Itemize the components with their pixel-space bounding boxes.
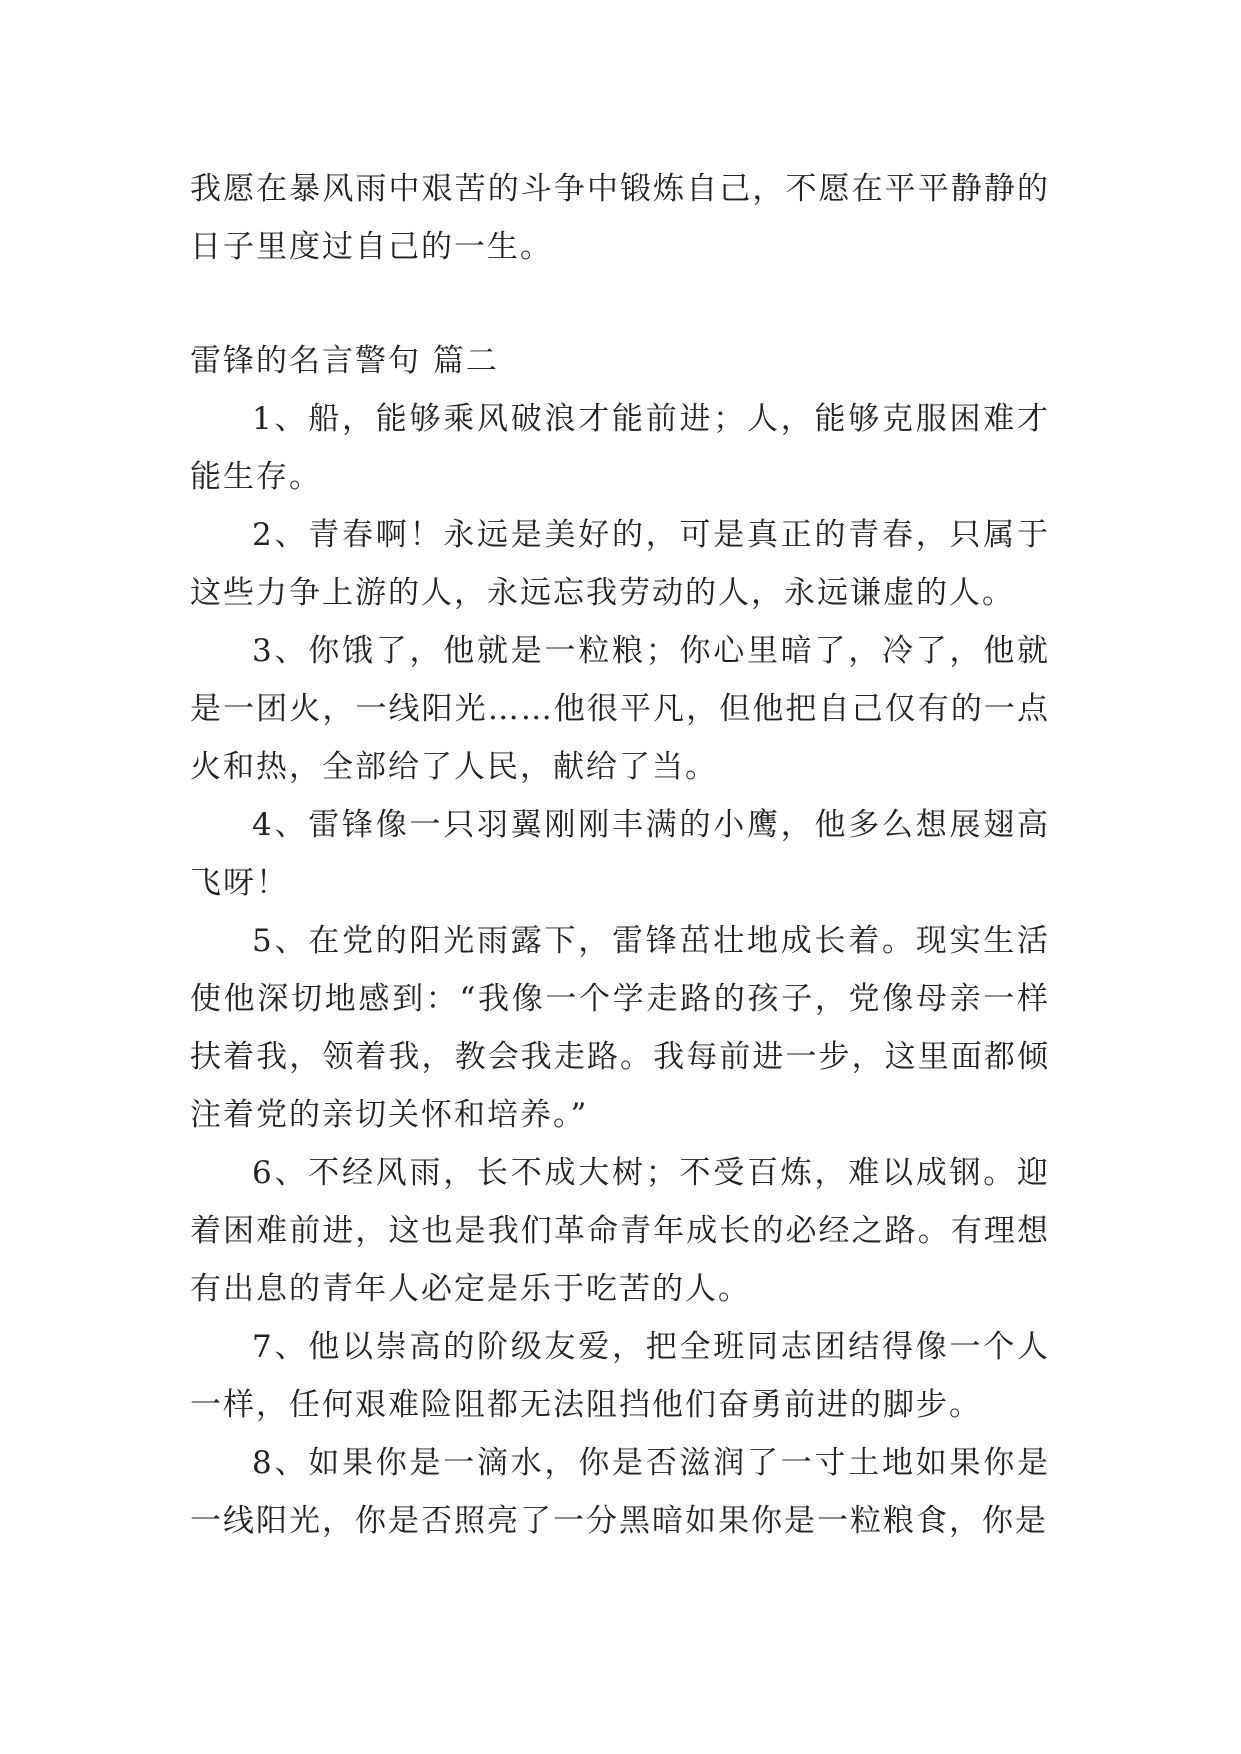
intro-paragraph: 我愿在暴风雨中艰苦的斗争中锻炼自己，不愿在平平静静的日子里度过自己的一生。 [190,171,1050,265]
quote-item-3: 3、你饿了，他就是一粒粮；你心里暗了，冷了，他就是一团火，一线阳光……他很平凡，但他把自己仅有的一点火和热，全部给了人民，献给了当。 [190,633,1050,785]
quote-item-5: 5、在党的阳光雨露下，雷锋茁壮地成长着。现实生活使他深切地感到：“我像一个学走路的孩子，党像母亲一样扶着我，领着我，教会我走路。我每前进一步，这里面都倾注着党的亲切关怀和培养。” [190,923,1050,1133]
quote-item-4: 4、雷锋像一只羽翼刚刚丰满的小鹰，他多么想展翅高飞呀！ [190,807,1050,901]
quote-item-1: 1、船，能够乘风破浪才能前进；人，能够克服困难才能生存。 [190,401,1050,495]
quote-item-6: 6、不经风雨，长不成大树；不受百炼，难以成钢。迎着困难前进，这也是我们革命青年成长的必经之路。有理想有出息的青年人必定是乐于吃苦的人。 [190,1155,1050,1307]
quote-item-2: 2、青春啊！永远是美好的，可是真正的青春，只属于这些力争上游的人，永远忘我劳动的人，永远谦虚的人。 [190,517,1050,611]
document-body [190,160,1050,1550]
quote-item-7: 7、他以崇高的阶级友爱，把全班同志团结得像一个人一样，任何艰难险阻都无法阻挡他们奋勇前进的脚步。 [190,1329,1050,1423]
section-heading: 雷锋的名言警句 篇二 [190,343,499,379]
quote-item-8: 8、如果你是一滴水，你是否滋润了一寸土地如果你是一线阳光，你是否照亮了一分黑暗如果你是一粒粮食，你是 [190,1445,1050,1539]
